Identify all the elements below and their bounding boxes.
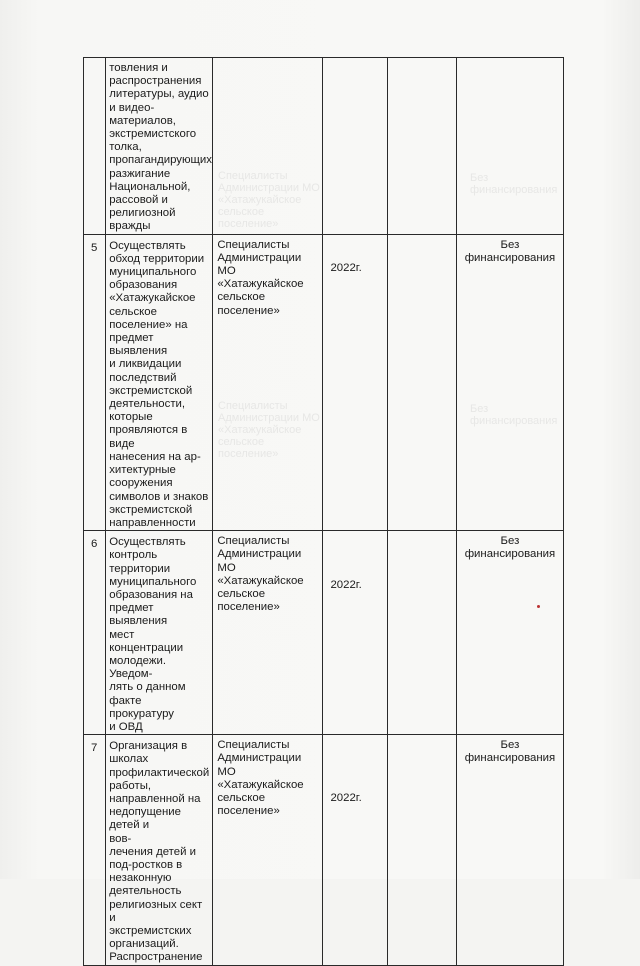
empty-cell xyxy=(388,531,457,735)
row-number-cell: 5 xyxy=(84,234,106,530)
year-cell xyxy=(323,58,388,235)
financing-cell: Без финансирования xyxy=(456,234,563,530)
financing-cell: Без финансирования xyxy=(456,531,563,735)
row-number-cell xyxy=(84,58,106,235)
responsible-cell: Специалисты Администрации МО «Хатажукайское сельское поселение» xyxy=(213,531,323,735)
table-row xyxy=(84,234,564,530)
empty-cell xyxy=(388,234,457,530)
responsible-cell: Специалисты Администрации МО «Хатажукайское сельское поселение» xyxy=(213,735,323,965)
financing-cell: Без финансирования xyxy=(456,735,563,965)
activity-description-cell: Осуществлять контроль территории муниципального образования на предмет выявления мест концентрации молодежи. Уведом- лять о данном факте прокуратуру и ОВД xyxy=(106,531,213,735)
row-number-cell: 6 xyxy=(84,531,106,735)
activity-description-cell: Осуществлять обход территории муниципального образования «Хатажукайское сельское поселение» на предмет выявления и ликвидации последствий экстремистской деятельности, которые проявляются в виде нанесения на ар- хитектурные сооружения символов и знаков экстремистской направленности xyxy=(106,234,213,530)
year-cell: 2022г. xyxy=(323,234,388,530)
table-row xyxy=(84,531,564,735)
activities-table xyxy=(83,57,564,966)
financing-cell xyxy=(456,58,563,235)
activity-description-cell: Организация в школах профилактической работы, направленной на недопущение детей и вов- лечения детей и под-ростков в незаконную деятельность религиозных сект и экстремистских организаций. Распространение xyxy=(106,735,213,965)
empty-cell xyxy=(388,58,457,235)
year-cell: 2022г. xyxy=(323,735,388,965)
activity-description-cell: товления и распространения литературы, аудио и видео- материалов, экстремистского толка, пропагандирующих разжигание Национальной, рассовой и религиозной вражды xyxy=(106,58,213,235)
table-row xyxy=(84,735,564,965)
responsible-cell xyxy=(213,58,323,235)
row-number-cell: 7 xyxy=(84,735,106,965)
year-cell: 2022г. xyxy=(323,531,388,735)
empty-cell xyxy=(388,735,457,965)
ink-speck xyxy=(537,605,540,608)
responsible-cell: Специалисты Администрации МО «Хатажукайское сельское поселение» xyxy=(213,234,323,530)
table-row xyxy=(84,58,564,235)
